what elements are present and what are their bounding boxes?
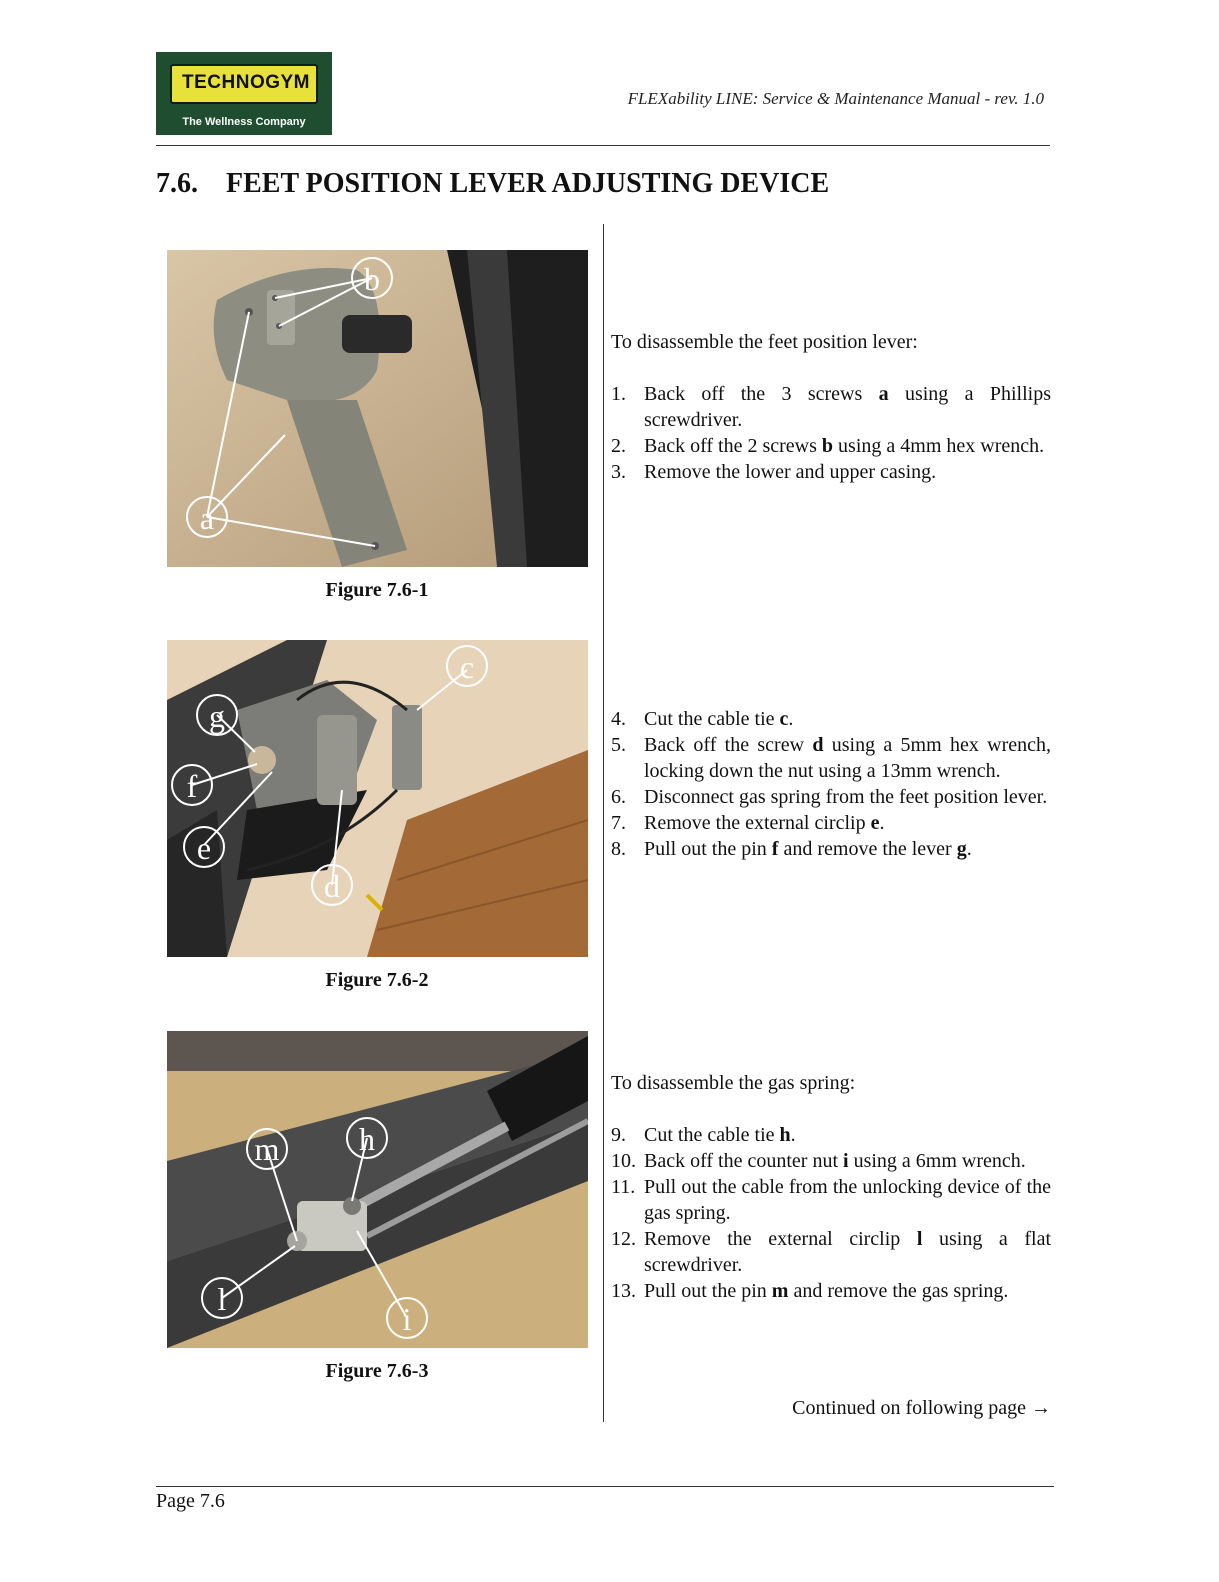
step-item: 6. Disconnect gas spring from the feet position lever. — [611, 786, 1048, 808]
svg-text:e: e — [196, 830, 212, 866]
figure-caption-2: Figure 7.6-2 — [325, 969, 429, 991]
step-item: 3. Remove the lower and upper casing. — [611, 461, 937, 483]
svg-text:g: g — [209, 698, 225, 734]
step-item: 4. Cut the cable tie c. — [611, 708, 794, 730]
figure-caption-3: Figure 7.6-3 — [325, 1360, 429, 1382]
step-item: 1. Back off the 3 screws a using a Phillips screwdriver. — [611, 383, 1051, 431]
figure-photo-3 — [167, 1031, 588, 1348]
block2-steps — [611, 706, 1051, 862]
section-title: FEET POSITION LEVER ADJUSTING DEVICE — [226, 168, 830, 199]
svg-text:m: m — [254, 1131, 280, 1167]
footer-divider — [156, 1486, 1054, 1487]
svg-text:b: b — [364, 261, 380, 297]
logo-tagline: The Wellness Company — [182, 116, 306, 128]
document-header-title: FLEXability LINE: Service & Maintenance Manual - rev. 1.0 — [627, 89, 1044, 108]
step-item: 2. Back off the 2 screws b using a 4mm hex wrench. — [611, 435, 1045, 457]
column-divider — [603, 224, 604, 1422]
company-logo — [156, 52, 332, 135]
figure-photo-2 — [167, 640, 588, 957]
step-item: 7. Remove the external circlip e. — [611, 812, 885, 834]
step-item: 11. Pull out the cable from the unlocking device of the gas spring. — [611, 1176, 1051, 1224]
step-item: 8. Pull out the pin f and remove the lever g. — [611, 838, 972, 860]
logo-brand-text: TECHNOGYM — [182, 72, 310, 93]
page-number: Page 7.6 — [156, 1490, 225, 1512]
svg-text:a: a — [199, 500, 215, 536]
block3-steps — [611, 1122, 1051, 1304]
block3-intro: To disassemble the gas spring: — [611, 1072, 856, 1094]
figure-photo-1 — [167, 250, 588, 567]
continued-note: Continued on following page → — [792, 1397, 1051, 1419]
svg-text:c: c — [459, 649, 475, 685]
svg-text:i: i — [402, 1301, 412, 1337]
svg-text:l: l — [217, 1281, 227, 1317]
section-number: 7.6. — [156, 168, 198, 199]
logo-badge — [170, 64, 318, 104]
svg-text:d: d — [324, 868, 340, 904]
step-item: 9. Cut the cable tie h. — [611, 1124, 796, 1146]
step-item: 12. Remove the external circlip l using a flat screwdriver. — [611, 1228, 1051, 1276]
block1-steps — [611, 381, 1051, 485]
svg-text:h: h — [359, 1121, 375, 1157]
step-item: 10. Back off the counter nut i using a 6mm wrench. — [611, 1150, 1026, 1172]
figure-caption-1: Figure 7.6-1 — [325, 579, 429, 601]
step-item: 5. Back off the screw d using a 5mm hex wrench, locking down the nut using a 13mm wrench. — [611, 734, 1051, 782]
header-divider — [156, 145, 1050, 146]
section-heading — [156, 168, 829, 200]
block1-intro: To disassemble the feet position lever: — [611, 331, 918, 353]
svg-text:f: f — [186, 768, 198, 804]
step-item: 13. Pull out the pin m and remove the gas spring. — [611, 1280, 1009, 1302]
